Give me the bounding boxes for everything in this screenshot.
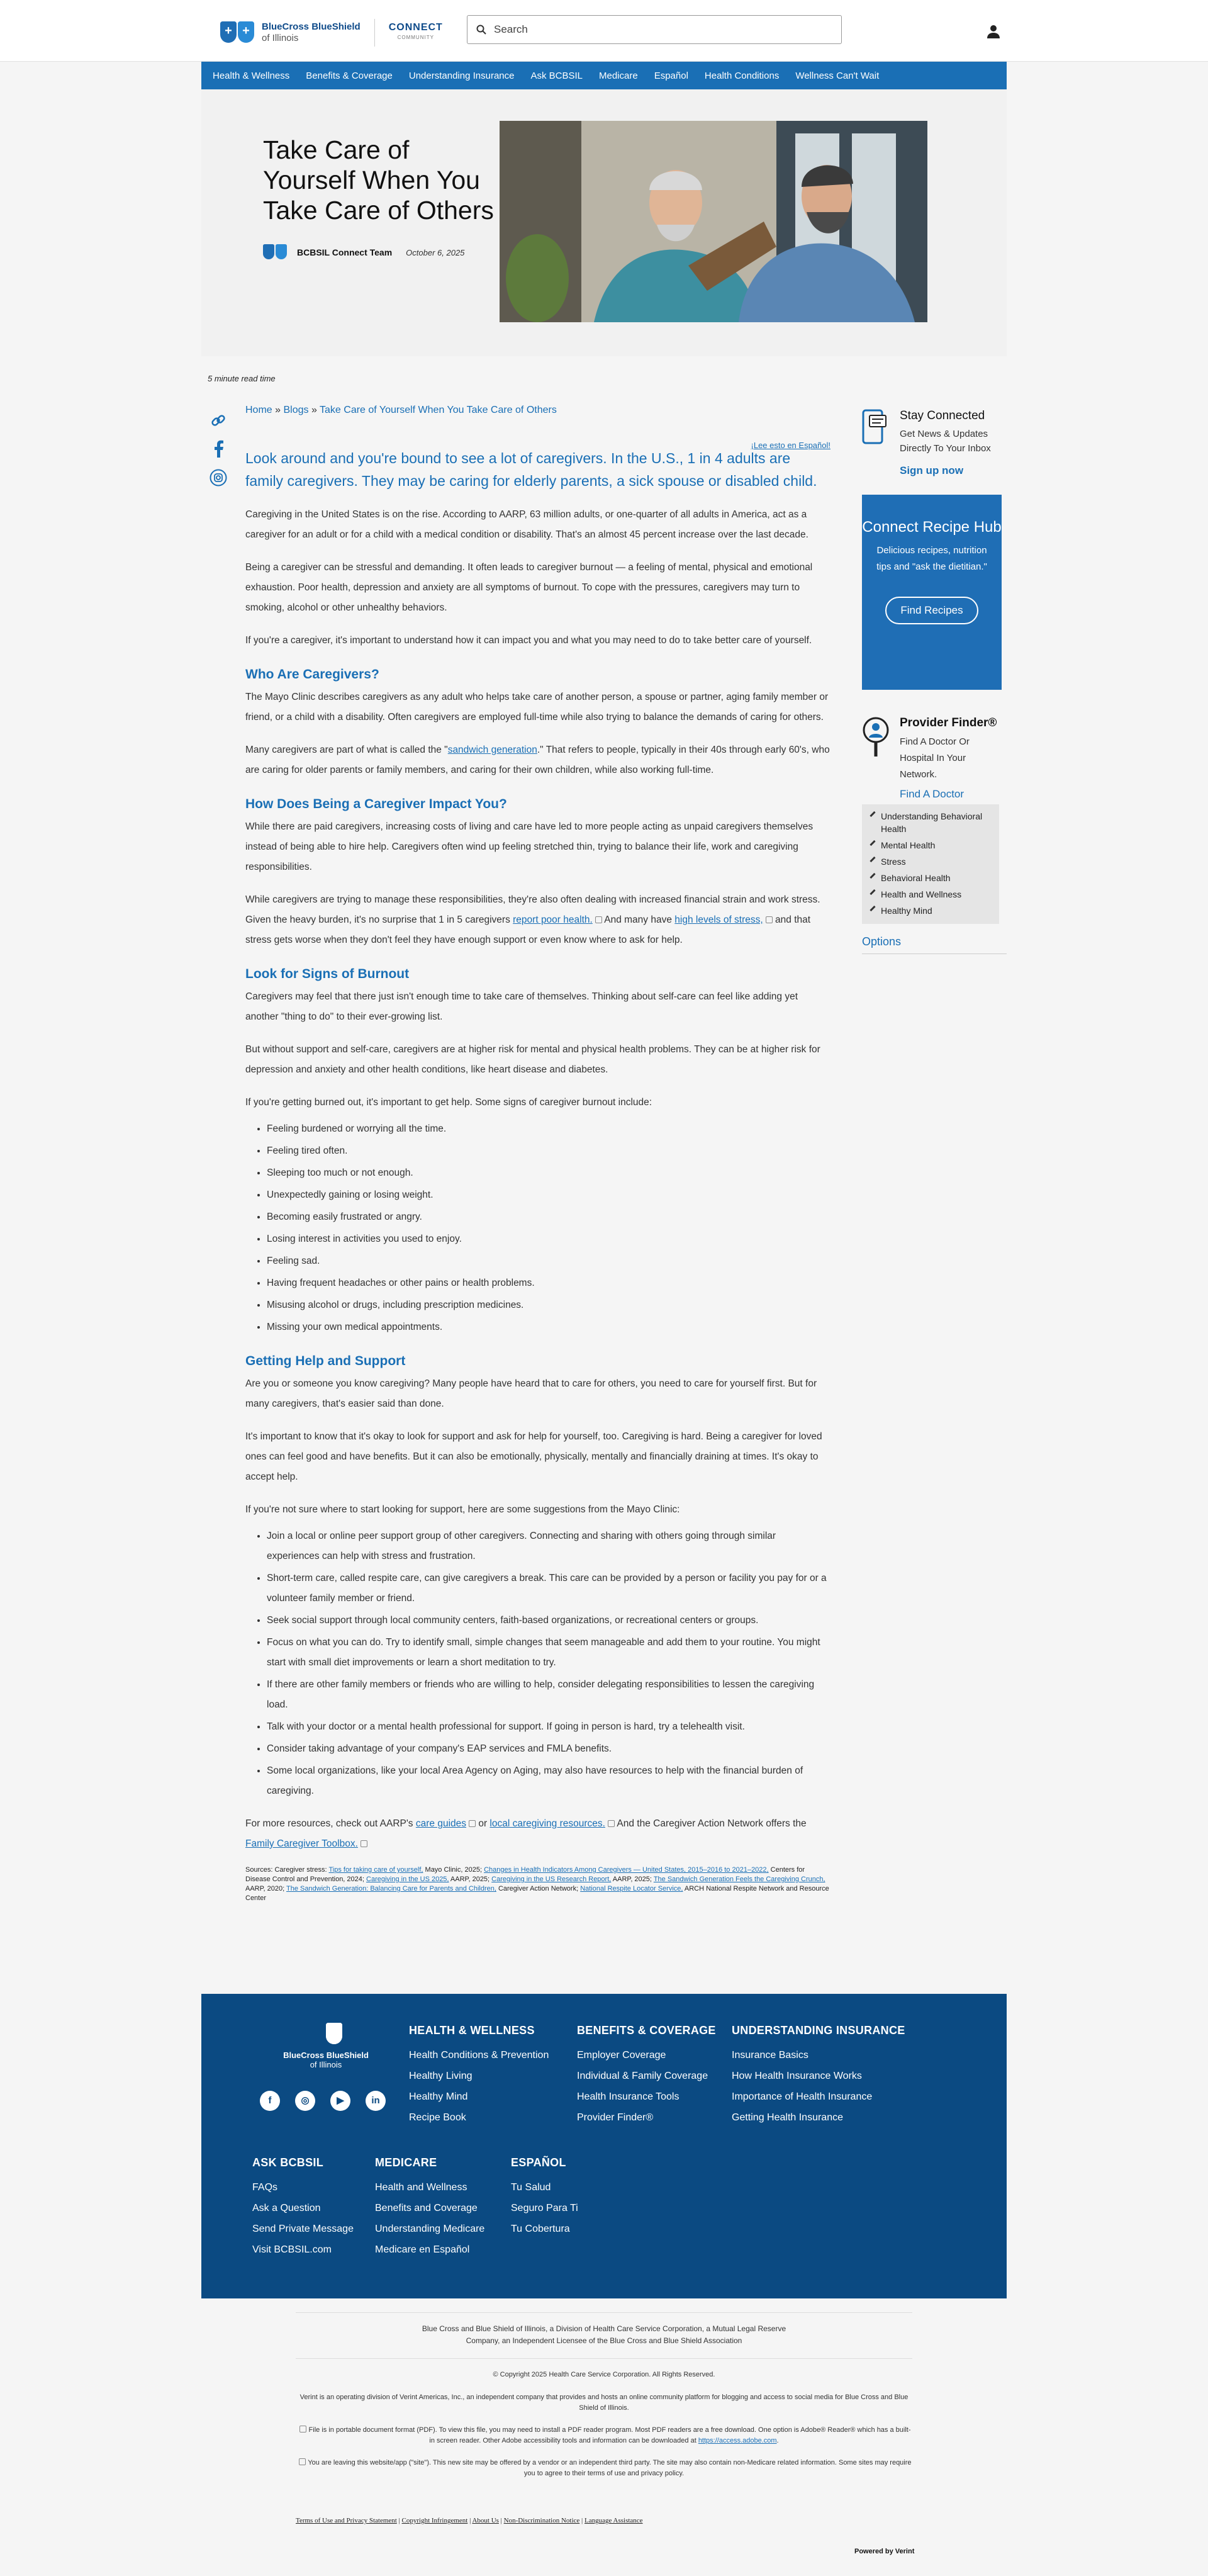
footer-link[interactable]: Visit BCBSIL.com bbox=[252, 2244, 332, 2255]
footer-link[interactable]: Tu Cobertura bbox=[511, 2224, 570, 2234]
share-bar bbox=[209, 412, 228, 487]
paragraph: Are you or someone you know caregiving? Many people have heard that to care for others, you need to care for yourself first. But for many caregivers, that's easier said than done. bbox=[245, 1378, 817, 1409]
topic-tag[interactable]: Behavioral Health bbox=[867, 870, 999, 886]
aarp-care-guides-link[interactable]: care guides bbox=[415, 1818, 467, 1829]
stay-connected-desc: Get News & Updates Directly To Your Inbox bbox=[900, 429, 991, 454]
language-assistance-link[interactable]: Language Assistance bbox=[584, 2517, 643, 2524]
footer-link[interactable]: How Health Insurance Works bbox=[732, 2071, 862, 2081]
footer-link[interactable]: Benefits and Coverage bbox=[375, 2203, 478, 2213]
external-link-icon bbox=[299, 2458, 306, 2465]
footer-col-benefits: BENEFITS & COVERAGE Employer Coverage Individual & Family Coverage Health Insurance Tools Provider Finder® bbox=[577, 2024, 716, 2128]
footer-link[interactable]: Importance of Health Insurance bbox=[732, 2091, 873, 2102]
paragraph: Caregiving in the United States is on the rise. According to AARP, 63 million adults, or one-quarter of all adults in America, act as a caregiver for an adult or for a child with a medical condition or disability. That's an almost 45 percent increase over the last decade. bbox=[245, 509, 808, 540]
copyright: © Copyright 2025 Health Care Service Corporation. All Rights Reserved. bbox=[493, 2371, 715, 2378]
legal-links: Terms of Use and Privacy Statement | Copyright Infringement | About Us | Non-Discrimination Notice | Language Assistance bbox=[296, 2517, 643, 2524]
source-link[interactable]: Changes in Health Indicators Among Caregivers — United States, 2015–2016 to 2021–2022, bbox=[484, 1866, 769, 1874]
source-link[interactable]: Caregiving in the US Research Report, bbox=[491, 1876, 612, 1883]
list-item: • Sleeping too much or not enough. bbox=[267, 1163, 830, 1183]
footer-link[interactable]: Health Conditions & Prevention bbox=[409, 2050, 549, 2061]
stay-connected-widget bbox=[862, 403, 1007, 478]
pdf-notice: File is in portable document format (PDF). To view this file, you may need to install a PDF reader program. Most PDF readers are a free download. One option is Adobe® Reader® which has a built-in screen reader. Other Adobe accessibility tools and information can be downloaded at https://access.adobe.com. bbox=[296, 2425, 912, 2446]
source-link[interactable]: Caregiving in the US 2025, bbox=[366, 1876, 449, 1883]
brand-name: BlueCross BlueShield of Illinois bbox=[262, 21, 361, 43]
footer-link[interactable]: Ask a Question bbox=[252, 2203, 321, 2213]
sidebar bbox=[862, 403, 1007, 954]
hero-image bbox=[500, 121, 927, 322]
footer-col-health: HEALTH & WELLNESS Health Conditions & Prevention Healthy Living Healthy Mind Recipe Book bbox=[409, 2024, 549, 2128]
footer-link[interactable]: Medicare en Español bbox=[375, 2244, 470, 2255]
article-byline bbox=[263, 244, 464, 261]
footer-link[interactable]: Health and Wellness bbox=[375, 2182, 467, 2193]
external-link-icon bbox=[608, 1820, 615, 1827]
footer-link[interactable]: Health Insurance Tools bbox=[577, 2091, 680, 2102]
bcbs-shield-icon bbox=[220, 20, 255, 45]
paragraph: Caregivers may feel that there just isn't enough time to take care of themselves. Thinking about self-care can feel like adding yet another "thing to do" to their ever-growing list. bbox=[245, 991, 798, 1022]
paragraph: If you're a caregiver, it's important to understand how it can impact you and what you may need to do to take better care of yourself. bbox=[245, 635, 812, 646]
connect-logo: CONNECT COMMUNITY bbox=[388, 22, 443, 40]
paragraph: For more resources, check out AARP's care guides or local caregiving resources. And the Caregiver Action Network offers the Family Caregiver Toolbox. bbox=[245, 1818, 807, 1849]
recipe-hub-card bbox=[862, 495, 1002, 690]
footer-link[interactable]: Healthy Mind bbox=[409, 2091, 468, 2102]
nav-benefits-coverage[interactable]: Benefits & Coverage bbox=[306, 70, 393, 81]
list-item: • Join a local or online peer support group of other caregivers. Connecting and sharing with others going through similar experiences can help with stress and frustration. bbox=[267, 1526, 830, 1566]
nav-understanding-insurance[interactable]: Understanding Insurance bbox=[408, 70, 515, 81]
nav-health-wellness[interactable]: Health & Wellness bbox=[213, 70, 290, 81]
nav-wellness-cant-wait[interactable]: Wellness Can't Wait bbox=[795, 70, 880, 81]
youtube-icon[interactable]: ▶ bbox=[330, 2091, 350, 2111]
terms-link[interactable]: Terms of Use and Privacy Statement bbox=[296, 2517, 397, 2524]
bcbs-shield-icon bbox=[308, 2023, 344, 2045]
facebook-share-icon[interactable] bbox=[212, 440, 225, 458]
facebook-icon[interactable]: f bbox=[260, 2091, 280, 2111]
support-suggestions-list bbox=[245, 1526, 830, 1801]
list-item: • If there are other family members or friends who are willing to help, consider delegating responsibilities to lessen the caregiving load. bbox=[267, 1675, 830, 1715]
footer-col-ask: ASK BCBSIL FAQs Ask a Question Send Private Message Visit BCBSIL.com bbox=[252, 2156, 354, 2260]
topic-tag[interactable]: Mental Health bbox=[867, 837, 999, 853]
source-link[interactable]: National Respite Locator Service, bbox=[580, 1885, 683, 1893]
topic-tag[interactable]: Health and Wellness bbox=[867, 886, 999, 903]
recipe-hub-title: Connect Recipe Hub bbox=[862, 519, 1002, 536]
footer-link[interactable]: Understanding Medicare bbox=[375, 2224, 485, 2234]
article-title: Take Care of Yourself When You Take Care of Others bbox=[263, 135, 494, 225]
publish-date: October 6, 2025 bbox=[406, 247, 465, 257]
article-hero bbox=[201, 89, 1007, 356]
heading-help-and-support: Getting Help and Support bbox=[245, 1354, 406, 1368]
list-item: • Feeling sad. bbox=[267, 1251, 830, 1271]
options-link[interactable]: Options bbox=[862, 935, 1007, 954]
footer-logo[interactable]: BlueCross BlueShield of Illinois bbox=[282, 2023, 370, 2069]
paragraph: The Mayo Clinic describes caregivers as any adult who helps take care of another person, a spouse or partner, aging family member or friend, or a child with a disability. Often caregivers are employed full-time while also trying to balance the demands of caring for others. bbox=[245, 692, 829, 723]
article-body bbox=[245, 400, 830, 1903]
paragraph: But without support and self-care, caregivers are at higher risk for mental and physical health problems. They can be at higher risk for depression and anxiety and other health conditions, like heart disease and diabetes. bbox=[245, 1044, 820, 1075]
source-link[interactable]: Tips for taking care of yourself, bbox=[328, 1866, 423, 1874]
list-item: • Feeling burdened or worrying all the time. bbox=[267, 1119, 830, 1139]
pdf-icon bbox=[299, 2426, 306, 2433]
leaving-site-notice: You are leaving this website/app ("site"). This new site may be offered by a vendor or an independent third party. The site may also contain non-Medicare related information. Some sites may require you to agree to their terms of use and privacy policy. bbox=[296, 2458, 912, 2479]
breadcrumb-home[interactable]: Home bbox=[245, 405, 272, 415]
adobe-access-link[interactable]: https://access.adobe.com bbox=[698, 2437, 777, 2444]
list-item: • Becoming easily frustrated or angry. bbox=[267, 1207, 830, 1227]
powered-by: Powered by Verint bbox=[854, 2548, 915, 2555]
paragraph: If you're getting burned out, it's important to get help. Some signs of caregiver burnout include: bbox=[245, 1097, 652, 1108]
spanish-version-link[interactable]: ¡Lee esto en Español! bbox=[751, 441, 830, 450]
burnout-signs-list bbox=[245, 1119, 830, 1337]
author-name: BCBSIL Connect Team bbox=[297, 247, 393, 257]
search-box[interactable] bbox=[467, 15, 842, 44]
non-discrimination-link[interactable]: Non-Discrimination Notice bbox=[503, 2517, 580, 2524]
author-avatar-icon bbox=[263, 244, 288, 261]
provider-finder-title: Provider Finder® bbox=[900, 716, 997, 729]
main-nav bbox=[201, 62, 1007, 89]
external-link-icon bbox=[766, 916, 773, 923]
family-caregiver-toolbox-link[interactable]: Family Caregiver Toolbox. bbox=[245, 1838, 358, 1849]
user-account-icon[interactable] bbox=[986, 24, 1001, 39]
paragraph: Being a caregiver can be stressful and demanding. It often leads to caregiver burnout — a feeling of mental, physical and emotional exhaustion. Poor health, depression and anxiety are all symptoms of burnout. To cope with the pressures, caregivers may turn to smoking, alcohol or other unhealthy behaviors. bbox=[245, 562, 813, 613]
legal-section bbox=[296, 2312, 912, 2490]
paragraph: Many caregivers are part of what is called the "sandwich generation." That refers to people, typically in their 40s through early 60's, who are caring for older parents or family members, and caring for their own children, while also working full-time. bbox=[245, 745, 830, 775]
nav-espanol[interactable]: Español bbox=[654, 70, 688, 81]
stay-connected-title: Stay Connected bbox=[900, 409, 985, 422]
heading-caregiver-impact: How Does Being a Caregiver Impact You? bbox=[245, 797, 507, 811]
footer-social bbox=[260, 2091, 386, 2111]
recipe-hub-desc: Delicious recipes, nutrition tips and "ask the dietitian." bbox=[876, 545, 987, 572]
list-item: • Feeling tired often. bbox=[267, 1141, 830, 1161]
site-header bbox=[0, 0, 1208, 62]
source-link[interactable]: The Sandwich Generation Feels the Caregiving Crunch, bbox=[653, 1876, 825, 1883]
provider-finder-desc: Find A Doctor Or Hospital In Your Network. bbox=[900, 736, 970, 780]
find-recipes-button[interactable]: Find Recipes bbox=[885, 597, 978, 624]
heading-signs-of-burnout: Look for Signs of Burnout bbox=[245, 967, 410, 981]
find-a-doctor-link[interactable]: Find A Doctor bbox=[900, 788, 965, 800]
heading-who-are-caregivers: Who Are Caregivers? bbox=[245, 667, 379, 682]
search-input[interactable] bbox=[494, 23, 821, 36]
provider-finder-widget bbox=[862, 716, 1007, 804]
footer-link[interactable]: Employer Coverage bbox=[577, 2050, 666, 2061]
nav-health-conditions[interactable]: Health Conditions bbox=[704, 70, 780, 81]
copyright-infringement-link[interactable]: Copyright Infringement bbox=[401, 2517, 468, 2524]
external-link-icon bbox=[361, 1840, 367, 1847]
topic-tags bbox=[862, 804, 999, 924]
instagram-icon[interactable]: ◎ bbox=[295, 2091, 315, 2111]
footer-link[interactable]: Send Private Message bbox=[252, 2224, 354, 2234]
list-item: • Focus on what you can do. Try to identify small, simple changes that seem manageable and add them to your routine. You might start with small diet improvements or learn a short meditation to try. bbox=[267, 1633, 830, 1673]
search-icon bbox=[476, 25, 486, 35]
external-link-icon bbox=[469, 1820, 476, 1827]
magnifier-doctor-icon bbox=[862, 716, 891, 758]
footer-col-medicare: MEDICARE Health and Wellness Benefits and Coverage Understanding Medicare Medicare en Español bbox=[375, 2156, 484, 2260]
local-caregiving-resources-link[interactable]: local caregiving resources. bbox=[489, 1818, 605, 1829]
paragraph: It's important to know that it's okay to look for support and ask for help for yourself, too. Caregiving is hard. Being a caregiver for loved ones can feel good and have benefits. But it can also be emotionally, physically, mentally and financially draining at times. It's okay to accept help. bbox=[245, 1431, 822, 1482]
article-lede: Look around and you're bound to see a lot of caregivers. In the U.S., 1 in 4 adults are family caregivers. They may be caring for elderly parents, a sick spouse or disabled child. bbox=[245, 450, 817, 489]
list-item: • Unexpectedly gaining or losing weight. bbox=[267, 1185, 830, 1205]
site-footer bbox=[201, 1994, 1007, 2298]
verint-notice: Verint is an operating division of Verint Americas, Inc., an independent company that provides and hosts an online community platform for blogging and access to social media for Blue Cross and Blue Shield of Illinois. bbox=[299, 2393, 909, 2412]
list-item: • Consider taking advantage of your company's EAP services and FMLA benefits. bbox=[267, 1739, 830, 1759]
list-item: • Misusing alcohol or drugs, including prescription medicines. bbox=[267, 1295, 830, 1315]
divider bbox=[296, 2358, 912, 2359]
topic-tag[interactable]: Healthy Mind bbox=[867, 903, 999, 919]
linkedin-icon[interactable]: in bbox=[366, 2091, 386, 2111]
about-us-link[interactable]: About Us bbox=[472, 2517, 499, 2524]
footer-link[interactable]: Recipe Book bbox=[409, 2112, 466, 2123]
newsletter-phone-icon bbox=[862, 409, 887, 444]
footer-link[interactable]: FAQs bbox=[252, 2182, 278, 2193]
footer-link[interactable]: Healthy Living bbox=[409, 2071, 473, 2081]
instagram-share-icon[interactable] bbox=[210, 469, 227, 487]
footer-link[interactable]: Getting Health Insurance bbox=[732, 2112, 843, 2123]
paragraph: While caregivers are trying to manage these responsibilities, they're also often dealing with increased financial strain and work stress. Given the heavy burden, it's no surprise that 1 in 5 caregivers report poor health. And many have high levels of stress, and that stress gets worse when they don't feel they have enough support or even know where to ask for help. bbox=[245, 894, 820, 945]
list-item: • Short-term care, called respite care, can give caregivers a break. This care can be provided by a person or facility you pay for or a volunteer family member or friend. bbox=[267, 1568, 830, 1609]
company-notice: Blue Cross and Blue Shield of Illinois, a Division of Health Care Service Corporation, a Mutual Legal Reserve Company, an Independent Licensee of the Blue Cross and Blue Shield Association bbox=[422, 2324, 786, 2345]
poor-health-link[interactable]: report poor health. bbox=[513, 914, 593, 925]
footer-link[interactable]: Provider Finder® bbox=[577, 2112, 654, 2123]
sandwich-generation-link[interactable]: sandwich generation bbox=[447, 745, 537, 755]
high-stress-link[interactable]: high levels of stress, bbox=[674, 914, 763, 925]
footer-col-espanol: ESPAÑOL Tu Salud Seguro Para Ti Tu Cobertura bbox=[511, 2156, 578, 2239]
list-item: • Talk with your doctor or a mental health professional for support. If going in person is hard, try a telehealth visit. bbox=[267, 1717, 830, 1737]
read-time: 5 minute read time bbox=[208, 374, 276, 383]
divider bbox=[296, 2312, 912, 2313]
topic-tag[interactable]: Understanding Behavioral Health bbox=[867, 808, 999, 837]
breadcrumb-blogs[interactable]: Blogs bbox=[283, 405, 309, 415]
paragraph: While there are paid caregivers, increasing costs of living and care have led to more people acting as unpaid caregivers themselves instead of being able to hire help. Caregivers often wind up feeling stretched thin, trying to balance their life, work and caregiving responsibilities. bbox=[245, 821, 814, 872]
list-item: • Losing interest in activities you used to enjoy. bbox=[267, 1229, 830, 1249]
list-item: • Seek social support through local community centers, faith-based organizations, or recreational centers or groups. bbox=[267, 1611, 830, 1631]
nav-medicare[interactable]: Medicare bbox=[599, 70, 638, 81]
breadcrumb-current[interactable]: Take Care of Yourself When You Take Care of Others bbox=[320, 405, 557, 415]
copy-link-icon[interactable] bbox=[210, 412, 226, 429]
footer-link[interactable]: Insurance Basics bbox=[732, 2050, 808, 2061]
list-item: • Having frequent headaches or other pains or health problems. bbox=[267, 1273, 830, 1293]
site-logo[interactable] bbox=[220, 19, 443, 47]
paragraph: If you're not sure where to start looking for support, here are some suggestions from the Mayo Clinic: bbox=[245, 1504, 680, 1515]
nav-ask-bcbsil[interactable]: Ask BCBSIL bbox=[530, 70, 583, 81]
breadcrumb: Home » Blogs » Take Care of Yourself When You Take Care of Others bbox=[245, 405, 557, 415]
list-item: • Missing your own medical appointments. bbox=[267, 1317, 830, 1337]
external-link-icon bbox=[595, 916, 602, 923]
topic-tag[interactable]: Stress bbox=[867, 853, 999, 870]
sources: Sources: Caregiver stress: Tips for taking care of yourself, Mayo Clinic, 2025; Changes in Health Indicators Among Caregivers — United States, 2015–2016 to 2021–2022, Centers for Disease Control and Prevention, 2024; Caregiving in the US 2025, AARP, 2025; Caregiving in the US Research Report, AARP, 2025; The Sandwich Generation Feels the Caregiving Crunch, AARP, 2020; The Sandwich Generation: Balancing Care for Parents and Children, Caregiver Action Network; National Respite Locator Service, ARCH National Respite Network and Resource Center bbox=[245, 1866, 829, 1902]
footer-link[interactable]: Tu Salud bbox=[511, 2182, 551, 2193]
list-item: • Some local organizations, like your local Area Agency on Aging, may also have resources to help with the financial burden of caregiving. bbox=[267, 1761, 830, 1801]
footer-col-insurance: UNDERSTANDING INSURANCE Insurance Basics How Health Insurance Works Importance of Health Insurance Getting Health Insurance bbox=[732, 2024, 905, 2128]
sign-up-link[interactable]: Sign up now bbox=[900, 464, 964, 476]
source-link[interactable]: The Sandwich Generation: Balancing Care for Parents and Children, bbox=[286, 1885, 496, 1893]
footer-link[interactable]: Seguro Para Ti bbox=[511, 2203, 578, 2213]
footer-link[interactable]: Individual & Family Coverage bbox=[577, 2071, 708, 2081]
logo-divider bbox=[374, 19, 375, 47]
